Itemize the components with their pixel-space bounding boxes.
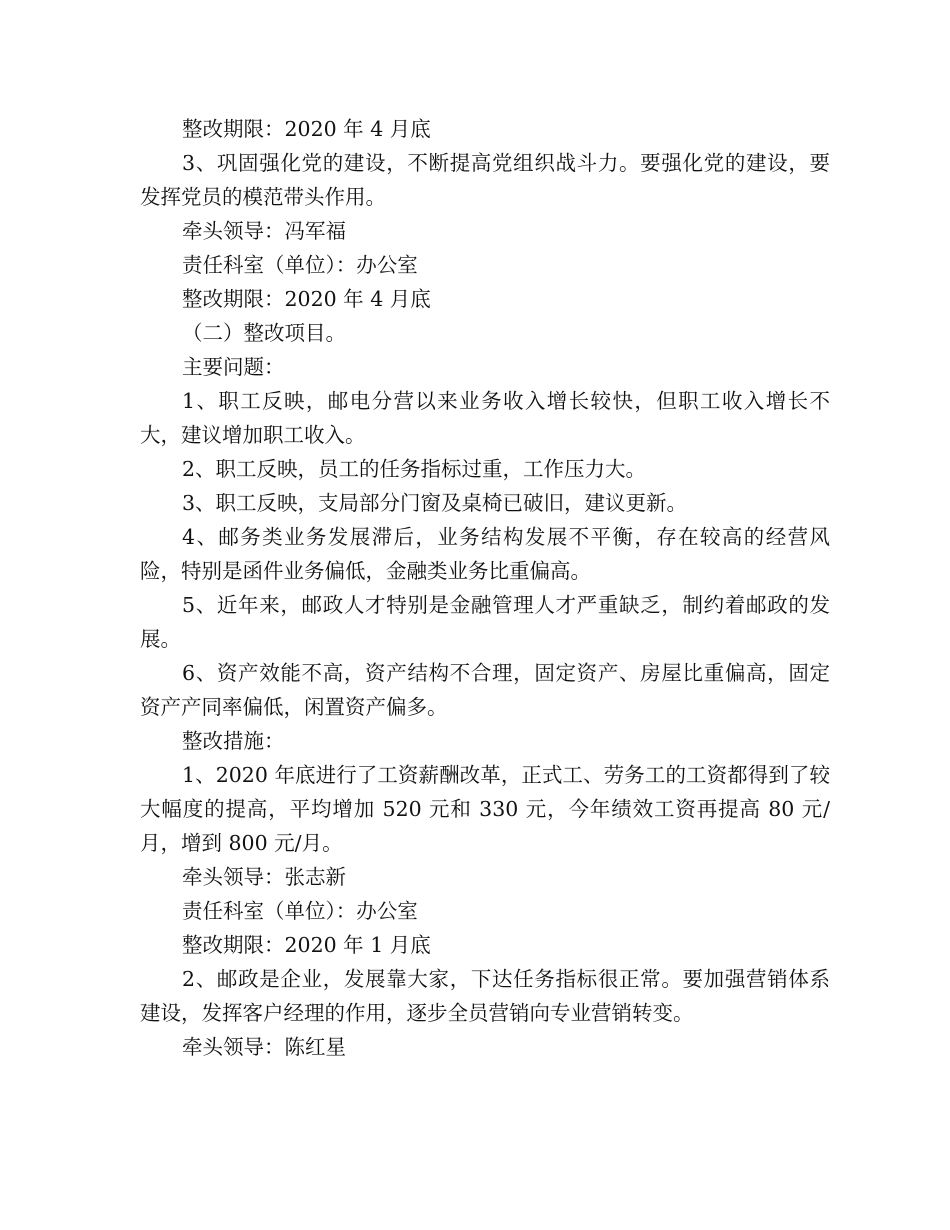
paragraph-deadline-3: 整改期限：2020 年 1 月底 — [182, 933, 431, 957]
paragraph-deadline-2: 整改期限：2020 年 4 月底 — [182, 287, 431, 311]
paragraph-lead-3: 牵头领导：陈红星 — [182, 1035, 346, 1059]
paragraph-responsible-1: 责任科室（单位）：办公室 — [182, 253, 418, 277]
paragraph-measure-2: 2、邮政是企业，发展靠大家，下达任务指标很正常。要加强营销体系建设，发挥客户经理的作用，逐步全员营销向专业营销转变。 — [140, 967, 830, 1025]
paragraph-deadline-1: 整改期限：2020 年 4 月底 — [182, 117, 431, 141]
paragraph-responsible-2: 责任科室（单位）：办公室 — [182, 899, 418, 923]
document-page — [140, 112, 830, 1064]
paragraph-item-3-party-building: 3、巩固强化党的建设，不断提高党组织战斗力。要强化党的建设，要发挥党员的模范带头作用。 — [140, 151, 830, 209]
paragraph-main-issues-label: 主要问题： — [182, 355, 285, 379]
paragraph-measures-label: 整改措施： — [182, 729, 285, 753]
paragraph-issue-3: 3、职工反映，支局部分门窗及桌椅已破旧，建议更新。 — [182, 491, 688, 515]
paragraph-issue-2: 2、职工反映，员工的任务指标过重，工作压力大。 — [182, 457, 647, 481]
paragraph-measure-1: 1、2020 年底进行了工资薪酬改革，正式工、劳务工的工资都得到了较大幅度的提高，平均增加 520 元和 330 元，今年绩效工资再提高 80 元/月，增到 800 元/月。 — [140, 763, 830, 855]
paragraph-issue-4: 4、邮务类业务发展滞后，业务结构发展不平衡，存在较高的经营风险，特别是函件业务偏低，金融类业务比重偏高。 — [140, 525, 830, 583]
paragraph-issue-5: 5、近年来，邮政人才特别是金融管理人才严重缺乏，制约着邮政的发展。 — [140, 593, 830, 651]
paragraph-lead-2: 牵头领导：张志新 — [182, 865, 346, 889]
paragraph-lead-1: 牵头领导：冯军福 — [182, 219, 346, 243]
section-heading-2: （二）整改项目。 — [182, 321, 346, 345]
paragraph-issue-6: 6、资产效能不高，资产结构不合理，固定资产、房屋比重偏高，固定资产产同率偏低，闲置资产偏多。 — [140, 661, 830, 719]
paragraph-issue-1: 1、职工反映，邮电分营以来业务收入增长较快，但职工收入增长不大，建议增加职工收入。 — [140, 389, 830, 447]
